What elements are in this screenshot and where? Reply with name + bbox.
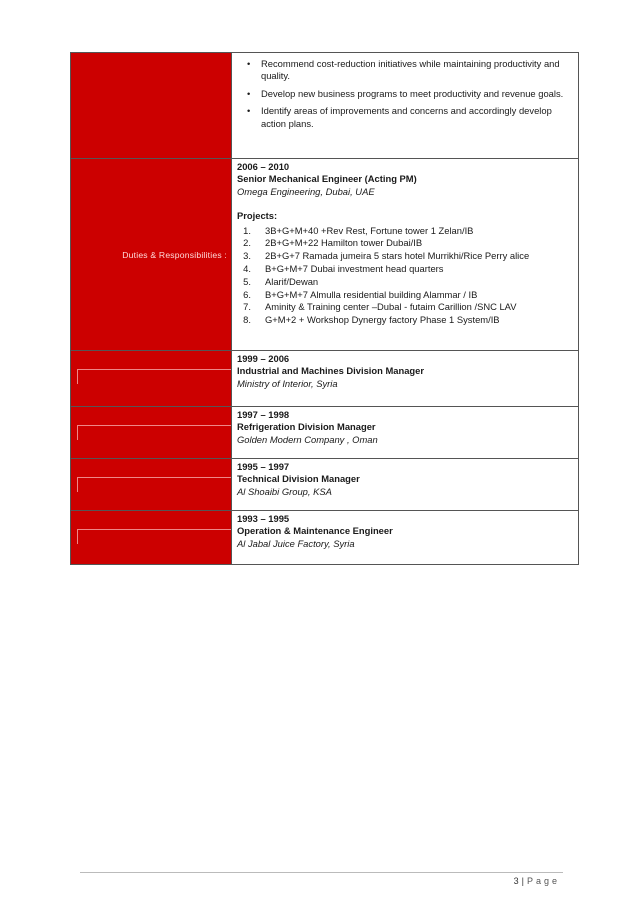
table-row <box>71 407 579 459</box>
list-item: 2. 2B+G+M+22 Hamilton tower Dubai/IB <box>243 237 423 249</box>
job-title: Senior Mechanical Engineer (Acting PM) <box>237 173 417 185</box>
job-org: Omega Engineering, Dubai, UAE <box>237 185 375 197</box>
side-cell <box>71 159 232 351</box>
side-divider <box>77 477 231 492</box>
job-date: 1999 – 2006 <box>237 353 290 364</box>
side-cell <box>71 407 232 459</box>
list-item: 3. 2B+G+7 Ramada jumeira 5 stars hotel Murrikhi/Rice Perry alice <box>243 250 530 262</box>
project-list <box>237 225 574 327</box>
content-cell <box>232 407 579 459</box>
side-cell <box>71 459 232 511</box>
list-item: 8. G+M+2 + Workshop Dynergy factory Phase 1 System/IB <box>243 314 500 326</box>
list-item: • Recommend cost-reduction initiatives while maintaining productivity and quality. <box>261 58 574 83</box>
content-cell <box>232 511 579 565</box>
content-cell <box>232 53 579 159</box>
content-cell <box>232 159 579 351</box>
job-title: Industrial and Machines Division Manager <box>237 365 425 377</box>
side-divider <box>77 529 231 544</box>
bullet-list <box>237 58 574 130</box>
job-org: Golden Modern Company , Oman <box>237 433 378 445</box>
footer-separator: | <box>521 876 524 886</box>
job-title: Refrigeration Division Manager <box>237 421 376 433</box>
job-date: 2006 – 2010 <box>237 161 290 172</box>
page-word: Page <box>526 876 560 886</box>
side-cell <box>71 351 232 407</box>
side-cell <box>71 511 232 565</box>
table-row <box>71 53 579 159</box>
content-cell <box>232 351 579 407</box>
job-org: Al Shoaibi Group, KSA <box>237 485 332 497</box>
projects-label: Projects: <box>237 210 278 222</box>
side-cell <box>71 53 232 159</box>
table-row <box>71 459 579 511</box>
list-item-continuation <box>261 105 574 130</box>
bullet-continuation-text: Identify areas of improvements and concerns and accordingly develop action plans. <box>261 105 552 129</box>
table-row <box>71 159 579 351</box>
job-date: 1993 – 1995 <box>237 513 290 524</box>
side-divider <box>77 369 231 384</box>
cv-table <box>70 52 579 565</box>
table-row <box>71 511 579 565</box>
duties-label: Duties & Responsibilities : <box>122 249 227 260</box>
list-item: 6. B+G+M+7 Almulla residential building Alammar / IB <box>243 288 478 300</box>
job-date: 1997 – 1998 <box>237 409 290 420</box>
job-title: Operation & Maintenance Engineer <box>237 525 393 537</box>
job-org: Ministry of Interior, Syria <box>237 377 338 389</box>
list-item: 1. 3B+G+M+40 +Rev Rest, Fortune tower 1 Zelan/IB <box>243 224 474 236</box>
table-row <box>71 351 579 407</box>
job-date: 1995 – 1997 <box>237 461 290 472</box>
side-divider <box>77 425 231 440</box>
list-item: 7. Aminity & Training center –Dubal - futaim Carillion /SNC LAV <box>243 301 517 313</box>
list-item: 5. Alarif/Dewan <box>243 275 319 287</box>
list-item: • Develop new business programs to meet productivity and revenue goals. <box>261 88 574 100</box>
content-cell <box>232 459 579 511</box>
page-footer <box>514 876 560 886</box>
list-item: 4. B+G+M+7 Dubai investment head quarters <box>243 263 444 275</box>
footer-divider <box>80 872 563 873</box>
job-title: Technical Division Manager <box>237 473 360 485</box>
page-number: 3 <box>513 876 519 886</box>
job-org: Al Jabal Juice Factory, Syria <box>237 537 355 549</box>
